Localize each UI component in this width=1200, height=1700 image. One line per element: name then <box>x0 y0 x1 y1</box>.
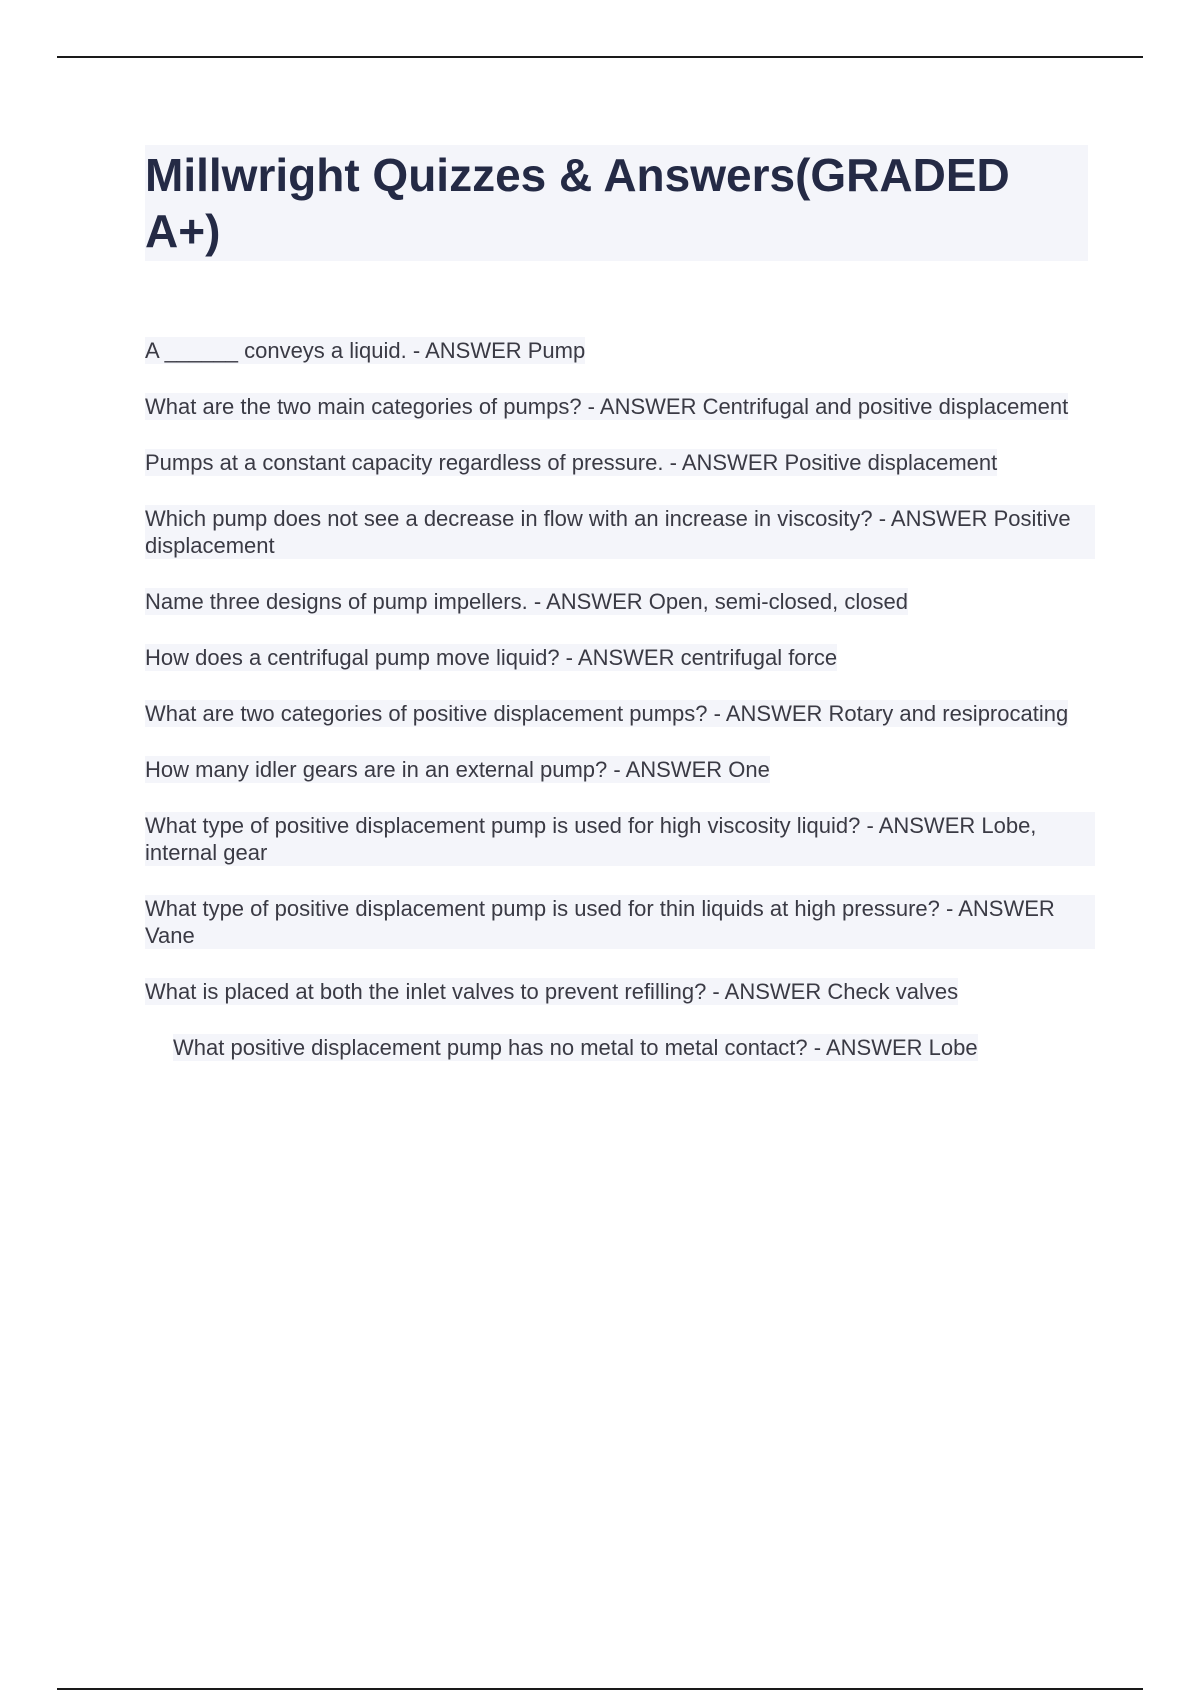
qa-text: How many idler gears are in an external pump? - ANSWER One <box>145 757 770 782</box>
qa-item <box>145 895 1095 949</box>
qa-text: What type of positive displacement pump is used for high viscosity liquid? - ANSWER Lobe, internal gear <box>145 812 1095 866</box>
qa-item <box>145 588 1095 615</box>
qa-text: Pumps at a constant capacity regardless of pressure. - ANSWER Positive displacement <box>145 450 998 475</box>
qa-text: What type of positive displacement pump is used for thin liquids at high pressure? - ANSWER Vane <box>145 895 1095 949</box>
qa-item <box>145 393 1095 420</box>
qa-item <box>145 978 1095 1005</box>
qa-item <box>145 812 1095 866</box>
top-rule <box>57 56 1143 58</box>
qa-list <box>145 337 1095 1090</box>
qa-text: Name three designs of pump impellers. - ANSWER Open, semi-closed, closed <box>145 589 908 614</box>
title-block <box>145 145 1088 261</box>
qa-item <box>145 644 1095 671</box>
qa-text: What are two categories of positive displacement pumps? - ANSWER Rotary and resiprocating <box>145 701 1069 726</box>
bottom-rule <box>57 1688 1143 1690</box>
qa-text: What are the two main categories of pumps? - ANSWER Centrifugal and positive displacement <box>145 394 1069 419</box>
qa-text: A ______ conveys a liquid. - ANSWER Pump <box>145 338 586 363</box>
qa-text: How does a centrifugal pump move liquid? - ANSWER centrifugal force <box>145 645 838 670</box>
qa-item <box>145 505 1095 559</box>
qa-text: What is placed at both the inlet valves to prevent refilling? - ANSWER Check valves <box>145 979 959 1004</box>
qa-text: What positive displacement pump has no metal to metal contact? - ANSWER Lobe <box>173 1035 978 1060</box>
qa-item <box>145 449 1095 476</box>
document-title: Millwright Quizzes & Answers(GRADED A+) <box>145 149 1010 257</box>
qa-item <box>145 700 1095 727</box>
qa-item <box>145 1034 1095 1061</box>
qa-text: Which pump does not see a decrease in flow with an increase in viscosity? - ANSWER Positive displacement <box>145 505 1095 559</box>
qa-item <box>145 337 1095 364</box>
qa-item <box>145 756 1095 783</box>
